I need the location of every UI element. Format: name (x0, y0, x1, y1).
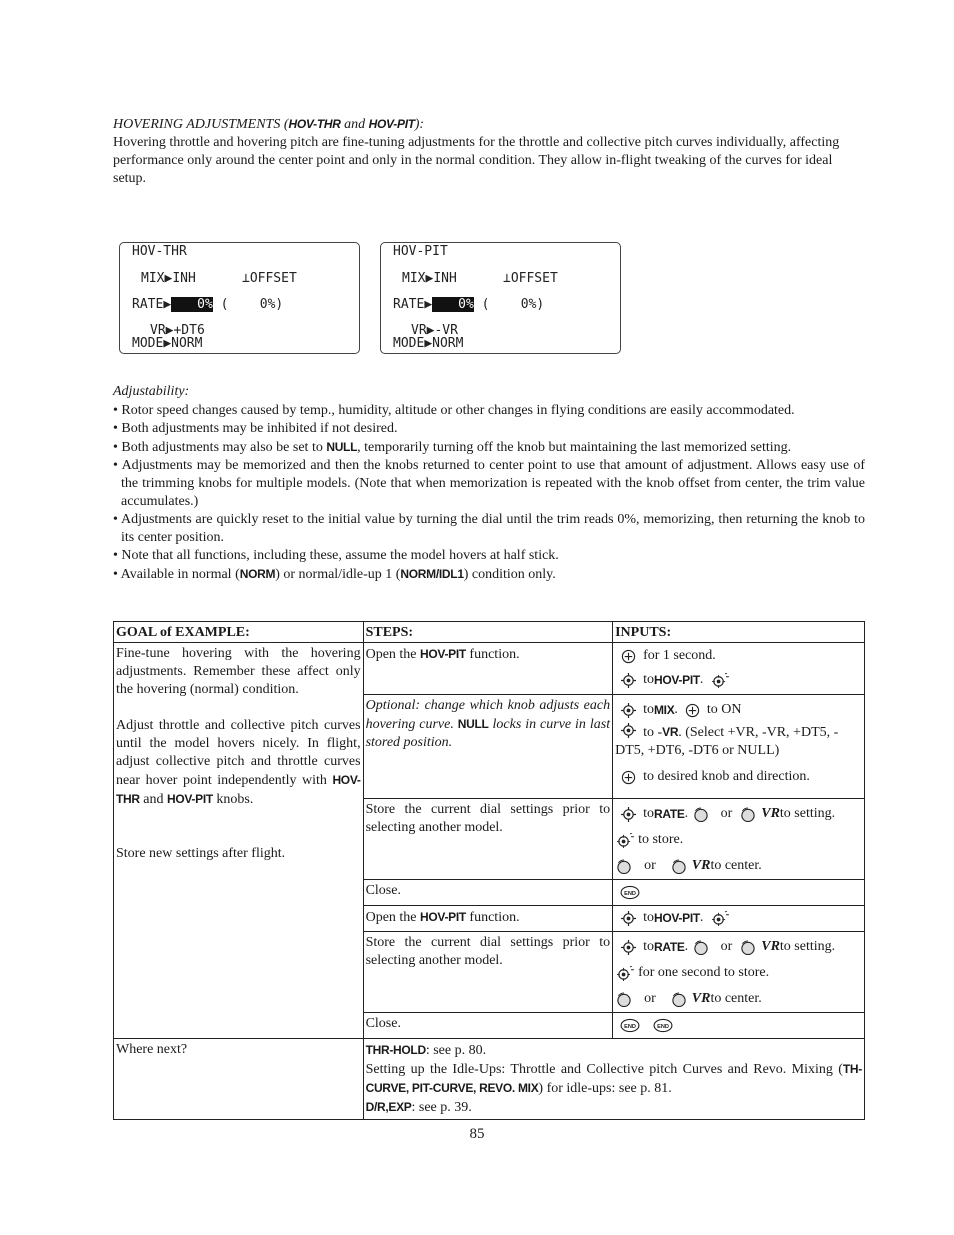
input-store-2: to RATE . or VR to setting. for one second to store. or VR to center. (613, 932, 865, 1013)
list-item: • Both adjustments may also be set to NULL, temporarily turning off the knob but maintaining the last memorized setting. (113, 440, 792, 455)
end-button-icon (619, 885, 641, 900)
knob-icon (739, 807, 757, 822)
step-optional: Optional: change which knob adjusts each hovering curve. NULL locks in curve in last stored position. (363, 695, 613, 799)
dial-press-icon (615, 833, 634, 848)
push-button-icon (685, 703, 700, 718)
intro-paragraph: Hovering throttle and hovering pitch are fine-tuning adjustments for the throttle and collective pitch curves individually, affecting performance only around the center point and only in the normal condition. They allow in-flight tweaking of the curves for ideal setup. (113, 135, 840, 186)
lcd-mix-value: INH (172, 271, 196, 286)
lcd-rate-value: 0% (171, 297, 213, 312)
header-steps: STEPS: (363, 622, 613, 643)
knob-icon (670, 992, 688, 1007)
dial-icon (621, 911, 636, 926)
dial-press-icon (615, 966, 634, 981)
where-next-links: THR-HOLD: see p. 80. Setting up the Idle-Ups: Throttle and Collective pitch Curves and Revo. Mixing (TH-CURVE, PIT-CURVE, REVO. MIX) for idle-ups: see p. 81. D/R,EXP: see p. 39. (363, 1039, 864, 1120)
lcd-vr-value: -VR (434, 323, 458, 338)
header-goal: GOAL of EXAMPLE: (114, 622, 364, 643)
end-button-icon (619, 1018, 641, 1033)
dial-icon (621, 807, 636, 822)
input-close-2 (613, 1013, 865, 1039)
input-close-1 (613, 880, 865, 906)
page-number: 85 (469, 1126, 485, 1142)
lcd-title: HOV-THR (132, 244, 187, 259)
knob-icon (615, 992, 633, 1007)
key-hov-thr: HOV-THR (288, 117, 341, 131)
input-store-1: to RATE . or VR to setting. to store. or VR to center. (613, 799, 865, 880)
step-close-2: Close. (363, 1013, 613, 1039)
knob-icon (670, 859, 688, 874)
list-item: • Note that all functions, including these, assume the model hovers at half stick. (113, 548, 559, 563)
goal-cell: Fine-tune hovering with the hovering adjustments. Remember these affect only the hovering (normal) condition. Adjust throttle and collective pitch curves until the model hovers nicely. In flight, adjust collective pitch and throttle curves near hover point independently with HOV-THR and HOV-PIT knobs. Store new settings after flight. (114, 643, 364, 1039)
push-button-icon (621, 649, 636, 664)
input-open: for 1 second. to HOV-PIT . (613, 643, 865, 695)
knob-icon (739, 940, 757, 955)
dial-icon (621, 703, 636, 718)
knob-icon (692, 940, 710, 955)
header-inputs: INPUTS: (613, 622, 865, 643)
adjustability-title: Adjustability: (113, 384, 190, 399)
link-idle-ups[interactable]: TH-CURVE, PIT-CURVE, REVO. MIX (365, 1062, 862, 1095)
key-hov-pit: HOV-PIT (368, 117, 415, 131)
list-item: • Both adjustments may be inhibited if not desired. (113, 421, 398, 436)
section-heading: HOVERING ADJUSTMENTS (HOV-THR and HOV-PIT): (113, 117, 425, 132)
lcd-mix-value: INH (433, 271, 457, 286)
step-close-1: Close. (363, 880, 613, 906)
lcd-screen-hov-pit: HOV-PIT MIX▶INH ⊥OFFSET RATE▶ 0% ( 0%) VR▶-VR MODE▶NORM (380, 242, 621, 354)
step-store-1: Store the current dial settings prior to selecting another model. (363, 799, 613, 880)
goal-text-1: Fine-tune hovering with the hovering adjustments. Remember these affect only the hovering (normal) condition. (116, 646, 361, 697)
knob-icon (692, 807, 710, 822)
list-item: • Adjustments may be memorized and then the knobs returned to center point to use that amount of adjustment. Allows easy use of the trimming knobs for multiple models. (Note that when memorization is repeated with the knob offset from center, the trim value accumulates.) (113, 458, 865, 509)
example-table (113, 621, 865, 1120)
end-button-icon (652, 1018, 674, 1033)
input-open-2: to HOV-PIT . (613, 906, 865, 932)
where-next: Where next? (114, 1039, 364, 1120)
list-item: • Rotor speed changes caused by temp., humidity, altitude or other changes in flying conditions are easily accommodated. (113, 403, 795, 418)
knob-icon (615, 859, 633, 874)
goal-text-3: Store new settings after flight. (116, 846, 286, 861)
lcd-title: HOV-PIT (393, 244, 448, 259)
step-open: Open the HOV-PIT function. (363, 643, 613, 695)
dial-icon (621, 723, 636, 738)
step-store-2: Store the current dial settings prior to selecting another model. (363, 932, 613, 1013)
dial-icon (621, 673, 636, 688)
lcd-vr-value: +DT6 (173, 323, 205, 338)
dial-press-icon (710, 911, 729, 926)
dial-icon (621, 940, 636, 955)
list-item: • Adjustments are quickly reset to the initial value by turning the dial until the trim reads 0%, memorizing, then returning the knob to its center position. (113, 512, 865, 545)
input-optional: to MIX . to ON to -VR. (Select +VR, -VR, +DT5, -DT5, +DT6, -DT6 or NULL) to desired knob and direction. (613, 695, 865, 799)
push-button-icon (621, 770, 636, 785)
dial-press-icon (710, 673, 729, 688)
link-thr-hold[interactable]: THR-HOLD (365, 1043, 426, 1057)
lcd-rate-value: 0% (432, 297, 474, 312)
adjustability-list (113, 402, 865, 584)
list-item: • Available in normal (NORM) or normal/idle-up 1 (NORM/IDL1) condition only. (113, 567, 556, 582)
lcd-screen-hov-thr: HOV-THR MIX▶INH ⊥OFFSET RATE▶ 0% ( 0%) VR▶+DT6 MODE▶NORM (119, 242, 360, 354)
link-dr-exp[interactable]: D/R,EXP (365, 1100, 412, 1114)
step-open-2: Open the HOV-PIT function. (363, 906, 613, 932)
